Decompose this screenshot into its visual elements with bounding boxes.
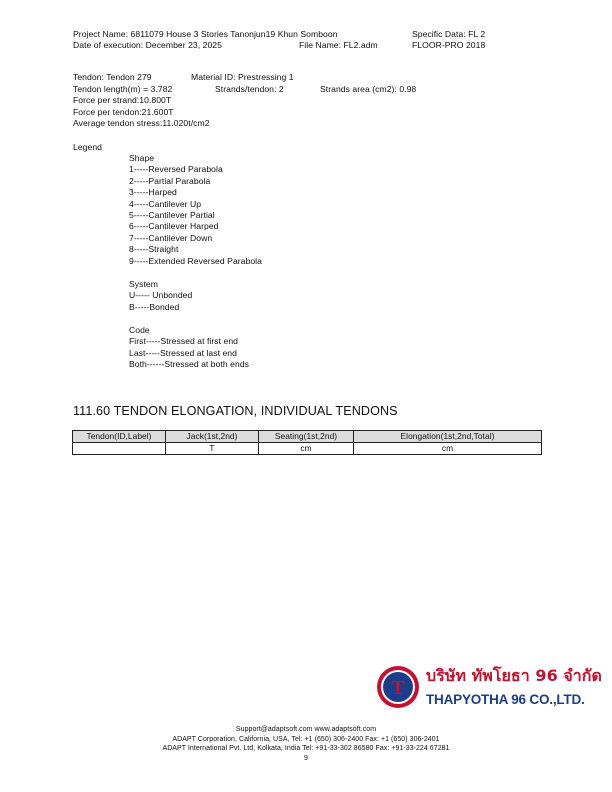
unit-cell: T — [166, 443, 259, 455]
date-of-execution: Date of execution: December 23, 2025 — [73, 40, 222, 50]
logo-emblem-icon — [376, 665, 420, 709]
legend-code — [129, 325, 249, 371]
section-title: 111.60 TENDON ELONGATION, INDIVIDUAL TENDONS — [73, 404, 398, 418]
tendon-length: Tendon length(m) = 3.782 — [73, 83, 173, 94]
shape-item: 9-----Extended Reversed Parabola — [129, 255, 262, 266]
shape-item: 2-----Partial Parabola — [129, 175, 211, 186]
shape-item: 5-----Cantilever Partial — [129, 209, 215, 220]
logo-thai-name: บริษัท ทัพโยธา 96 จำกัด — [426, 666, 602, 685]
header-row-1 — [73, 29, 543, 40]
shape-item: 6-----Cantilever Harped — [129, 221, 219, 232]
code-item: First-----Stressed at first end — [129, 336, 238, 347]
column-header: Elongation(1st,2nd,Total) — [354, 431, 542, 443]
elongation-table — [72, 430, 542, 455]
shape-title: Shape — [129, 153, 155, 163]
tendon-info — [73, 72, 493, 130]
strands-area: Strands area (cm2): 0.98 — [320, 83, 417, 94]
legend-system — [129, 279, 192, 313]
shape-item: 3-----Harped — [129, 187, 177, 198]
shape-item: 7-----Cantilever Down — [129, 232, 213, 243]
footer-line-1: ADAPT Corporation, California, USA, Tel: +1 (650) 306-2400 Fax: +1 (650) 306-2401 — [172, 736, 440, 743]
table-header-row — [73, 431, 542, 443]
footer-line-2: ADAPT International Pvt. Ltd, Kolkata, India Tel: +91-33-302 86580 Fax: +91-33-224 67281 — [162, 745, 450, 752]
average-tendon-stress: Average tendon stress:11.020t/cm2 — [73, 118, 210, 128]
file-name: File Name: FL2.adm — [299, 40, 378, 50]
unit-cell: cm — [354, 443, 542, 455]
force-per-tendon: Force per tendon:21.600T — [73, 106, 174, 117]
column-header: Tendon(ID,Label) — [73, 431, 166, 443]
system-item: U----- Unbonded — [129, 290, 193, 301]
unit-cell: cm — [259, 443, 354, 455]
legend-shape — [129, 153, 262, 267]
logo-english-name: THAPYOTHA 96 CO.,LTD. — [426, 692, 585, 707]
code-item: Both------Stressed at both ends — [129, 359, 250, 370]
shape-item: 4-----Cantilever Up — [129, 198, 202, 209]
unit-cell — [73, 443, 166, 455]
legend-title: Legend — [73, 142, 102, 152]
system-item: B-----Bonded — [129, 301, 180, 312]
code-title: Code — [129, 325, 150, 335]
header-row-2 — [73, 40, 543, 51]
logo-letter: T — [391, 677, 405, 699]
shape-item: 1-----Reversed Parabola — [129, 164, 223, 175]
material-id: Material ID: Prestressing 1 — [191, 72, 294, 82]
column-header: Seating(1st,2nd) — [259, 431, 354, 443]
specific-data: Specific Data: FL 2 — [412, 29, 486, 39]
company-logo — [376, 662, 602, 712]
tendon-label: Tendon: Tendon 279 — [73, 72, 152, 82]
shape-item: 8-----Straight — [129, 244, 179, 255]
force-per-strand: Force per strand:10.800T — [73, 95, 172, 105]
column-header: Jack(1st,2nd) — [166, 431, 259, 443]
code-item: Last-----Stressed at last end — [129, 347, 237, 358]
system-title: System — [129, 279, 158, 289]
program-name: FLOOR-PRO 2018 — [412, 40, 486, 50]
footer-contact: Support@adaptsoft.com www.adaptsoft.com — [235, 726, 377, 733]
page-number: 9 — [304, 755, 308, 762]
table-units-row — [73, 443, 542, 455]
strands-per-tendon: Strands/tendon: 2 — [215, 83, 284, 94]
project-name: Project Name: 6811079 House 3 Stories Tanonjun19 Khun Somboon — [73, 29, 338, 39]
